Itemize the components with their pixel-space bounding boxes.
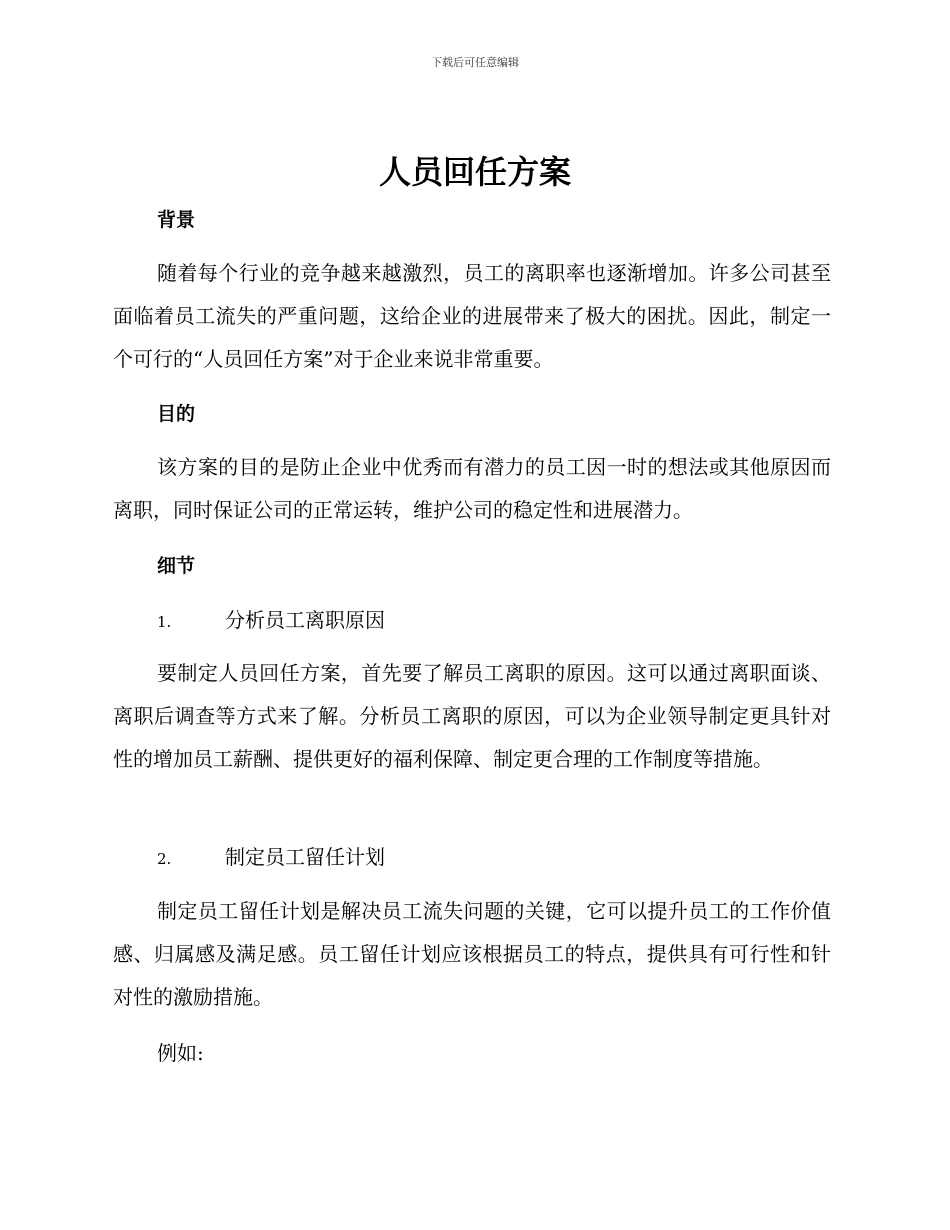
section-heading-details: 细节 — [157, 555, 196, 577]
item-1-paragraph: 要制定人员回任方案，首先要了解员工离职的原因。这可以通过离职面谈、离职后调查等方式来了解。分析员工离职的原因，可以为企业领导制定更具针对性的增加员工薪酬、提供更好的福利保障、制定更合理的工作制度等措施。 — [113, 661, 831, 771]
item-number: 1. — [157, 613, 172, 631]
numbered-item-2 — [157, 843, 385, 873]
example-label: 例如: — [157, 1041, 204, 1065]
item-number: 2. — [157, 850, 172, 868]
item-title: 制定员工留任计划 — [225, 845, 385, 869]
section-heading-background: 背景 — [157, 209, 196, 231]
item-title: 分析员工离职原因 — [225, 608, 385, 632]
document-title: 人员回任方案 — [378, 153, 571, 191]
item-2-paragraph: 制定员工留任计划是解决员工流失问题的关键，它可以提升员工的工作价值感、归属感及满足感。员工留任计划应该根据员工的特点，提供具有可行性和针对性的激励措施。 — [113, 899, 831, 1009]
numbered-item-1 — [157, 606, 385, 636]
header-note: 下载后可任意编辑 — [431, 56, 519, 69]
purpose-paragraph: 该方案的目的是防止企业中优秀而有潜力的员工因一时的想法或其他原因而离职，同时保证公司的正常运转，维护公司的稳定性和进展潜力。 — [113, 455, 831, 522]
background-paragraph: 随着每个行业的竞争越来越激烈，员工的离职率也逐渐增加。许多公司甚至面临着员工流失的严重问题，这给企业的进展带来了极大的困扰。因此，制定一个可行的“人员回任方案”对于企业来说非常重要。 — [113, 261, 831, 371]
section-heading-purpose: 目的 — [157, 403, 196, 425]
